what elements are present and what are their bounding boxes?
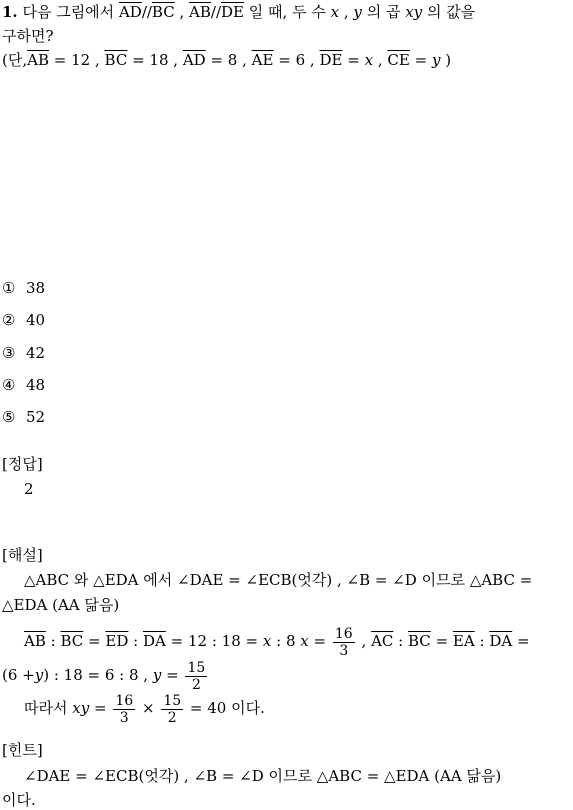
- colon: :: [133, 632, 139, 650]
- fraction-15-2: [161, 693, 183, 726]
- segment-ab: $\overline{AB}$: [27, 51, 49, 69]
- option-value: 40: [26, 311, 46, 329]
- option-5[interactable]: [2, 407, 45, 427]
- parallel-symbol: //: [210, 3, 222, 21]
- fraction-x: [333, 626, 355, 659]
- segment-bc: $\overline{BC}$: [104, 51, 128, 69]
- figure-area: [0, 76, 573, 272]
- segment-ea: $\overline{EA}$: [452, 632, 475, 650]
- stem-text: 일 때, 두 수: [248, 3, 326, 21]
- numerator: 16: [115, 692, 134, 709]
- option-value: 38: [26, 279, 46, 297]
- option-2[interactable]: [2, 310, 45, 330]
- solution-line4: [2, 658, 209, 693]
- expr-text: = 40 이다.: [189, 699, 265, 717]
- segment-ed: $\overline{ED}$: [105, 632, 129, 650]
- variable-y: y: [152, 666, 162, 684]
- segment-ad: $\overline{AD}$: [118, 3, 142, 21]
- variable-x: x: [364, 51, 374, 69]
- option-4[interactable]: [2, 375, 45, 395]
- equals: =: [93, 699, 107, 717]
- denominator: 3: [119, 709, 129, 726]
- comma: ,: [179, 3, 185, 21]
- colon: :: [479, 632, 485, 650]
- answer-header: [정답]: [2, 455, 43, 473]
- expr-text: (6 +: [2, 666, 35, 684]
- numerator: 15: [187, 659, 206, 676]
- variable-x: x: [330, 3, 340, 21]
- colon: :: [398, 632, 404, 650]
- segment-da: $\overline{DA}$: [143, 632, 166, 650]
- stem-text: 다음 그림에서: [22, 3, 115, 21]
- hint-line2: 이다.: [2, 791, 36, 809]
- denominator: 2: [167, 709, 177, 726]
- equals: =: [516, 632, 530, 650]
- equals: =: [435, 632, 449, 650]
- condition-close: ): [445, 51, 452, 69]
- answer-value: 2: [24, 480, 34, 498]
- equals: =: [414, 51, 428, 69]
- solution-header: [해설]: [2, 546, 43, 564]
- value-ab: = 12 ,: [53, 51, 100, 69]
- condition-open: (단,: [2, 51, 28, 69]
- variable-xy: xy: [72, 699, 90, 717]
- variable-y: y: [353, 3, 362, 21]
- solution-line3: [24, 624, 530, 659]
- question-stem-line1: [2, 2, 475, 22]
- times-symbol: ×: [141, 699, 155, 717]
- comma: ,: [343, 3, 349, 21]
- hint-header: [힌트]: [2, 741, 43, 759]
- segment-bc: $\overline{BC}$: [151, 3, 175, 21]
- solution-line1: △ABC 와 △EDA 에서 ∠DAE = ∠ECB(엇각) , ∠B = ∠D 이므로 △ABC =: [24, 571, 533, 589]
- value-ae: = 6 ,: [278, 51, 315, 69]
- comma: ,: [377, 51, 383, 69]
- option-mark: ①: [2, 279, 16, 297]
- fraction-16-3: [113, 693, 135, 726]
- equals: =: [313, 632, 327, 650]
- variable-x: x: [300, 632, 309, 650]
- option-value: 42: [26, 344, 46, 362]
- option-1[interactable]: [2, 278, 45, 298]
- segment-de: $\overline{DE}$: [221, 3, 244, 21]
- segment-ab: $\overline{AB}$: [189, 3, 211, 21]
- segment-ad: $\overline{AD}$: [182, 51, 206, 69]
- denominator: 3: [339, 642, 349, 659]
- solution-line2: △EDA (AA 닮음): [2, 596, 120, 614]
- variable-x: x: [262, 632, 272, 650]
- denominator: 2: [191, 676, 201, 693]
- equals: =: [88, 632, 101, 650]
- option-mark: ②: [2, 311, 16, 329]
- option-value: 48: [26, 376, 46, 394]
- variable-y: y: [34, 666, 44, 684]
- segment-de: $\overline{DE}$: [319, 51, 343, 69]
- solution-line5: [24, 690, 265, 726]
- option-mark: ④: [2, 376, 16, 394]
- expr-text: 따라서: [24, 699, 68, 717]
- segment-ab: $\overline{AB}$: [24, 632, 46, 650]
- segment-ae: $\overline{AE}$: [251, 51, 274, 69]
- colon: :: [50, 632, 56, 650]
- question-number: 1.: [2, 3, 18, 21]
- option-mark: ③: [2, 344, 16, 362]
- variable-xy: xy: [405, 3, 423, 21]
- option-3[interactable]: [2, 343, 45, 363]
- numerator: 15: [163, 692, 182, 709]
- segment-bc: $\overline{BC}$: [60, 632, 84, 650]
- option-value: 52: [26, 408, 46, 426]
- segment-ce: $\overline{CE}$: [387, 51, 410, 69]
- parallel-symbol: //: [141, 3, 152, 21]
- equals: =: [166, 666, 179, 684]
- option-mark: ⑤: [2, 408, 16, 426]
- segment-da: $\overline{DA}$: [489, 632, 513, 650]
- ratio-text: = 12 : 18 =: [170, 632, 259, 650]
- numerator: 16: [334, 625, 353, 642]
- expr-text: ) : 18 = 6 : 8 ,: [43, 666, 149, 684]
- segment-bc: $\overline{BC}$: [408, 632, 431, 650]
- variable-y: y: [431, 51, 441, 69]
- stem-text: 의 곱: [366, 3, 401, 21]
- value-ad: = 8 ,: [210, 51, 247, 69]
- question-stem-line2: 구하면?: [2, 27, 54, 45]
- segment-ac: $\overline{AC}$: [371, 632, 394, 650]
- fraction-y: [185, 660, 207, 693]
- hint-line1: ∠DAE = ∠ECB(엇각) , ∠B = ∠D 이므로 △ABC = △EDA (AA 닮음): [24, 767, 502, 785]
- question-condition: [2, 50, 451, 70]
- value-bc: = 18 ,: [132, 51, 179, 69]
- stem-text: 의 값을: [426, 3, 476, 21]
- ratio-text: : 8: [276, 632, 296, 650]
- comma: ,: [361, 632, 367, 650]
- equals: =: [347, 51, 360, 69]
